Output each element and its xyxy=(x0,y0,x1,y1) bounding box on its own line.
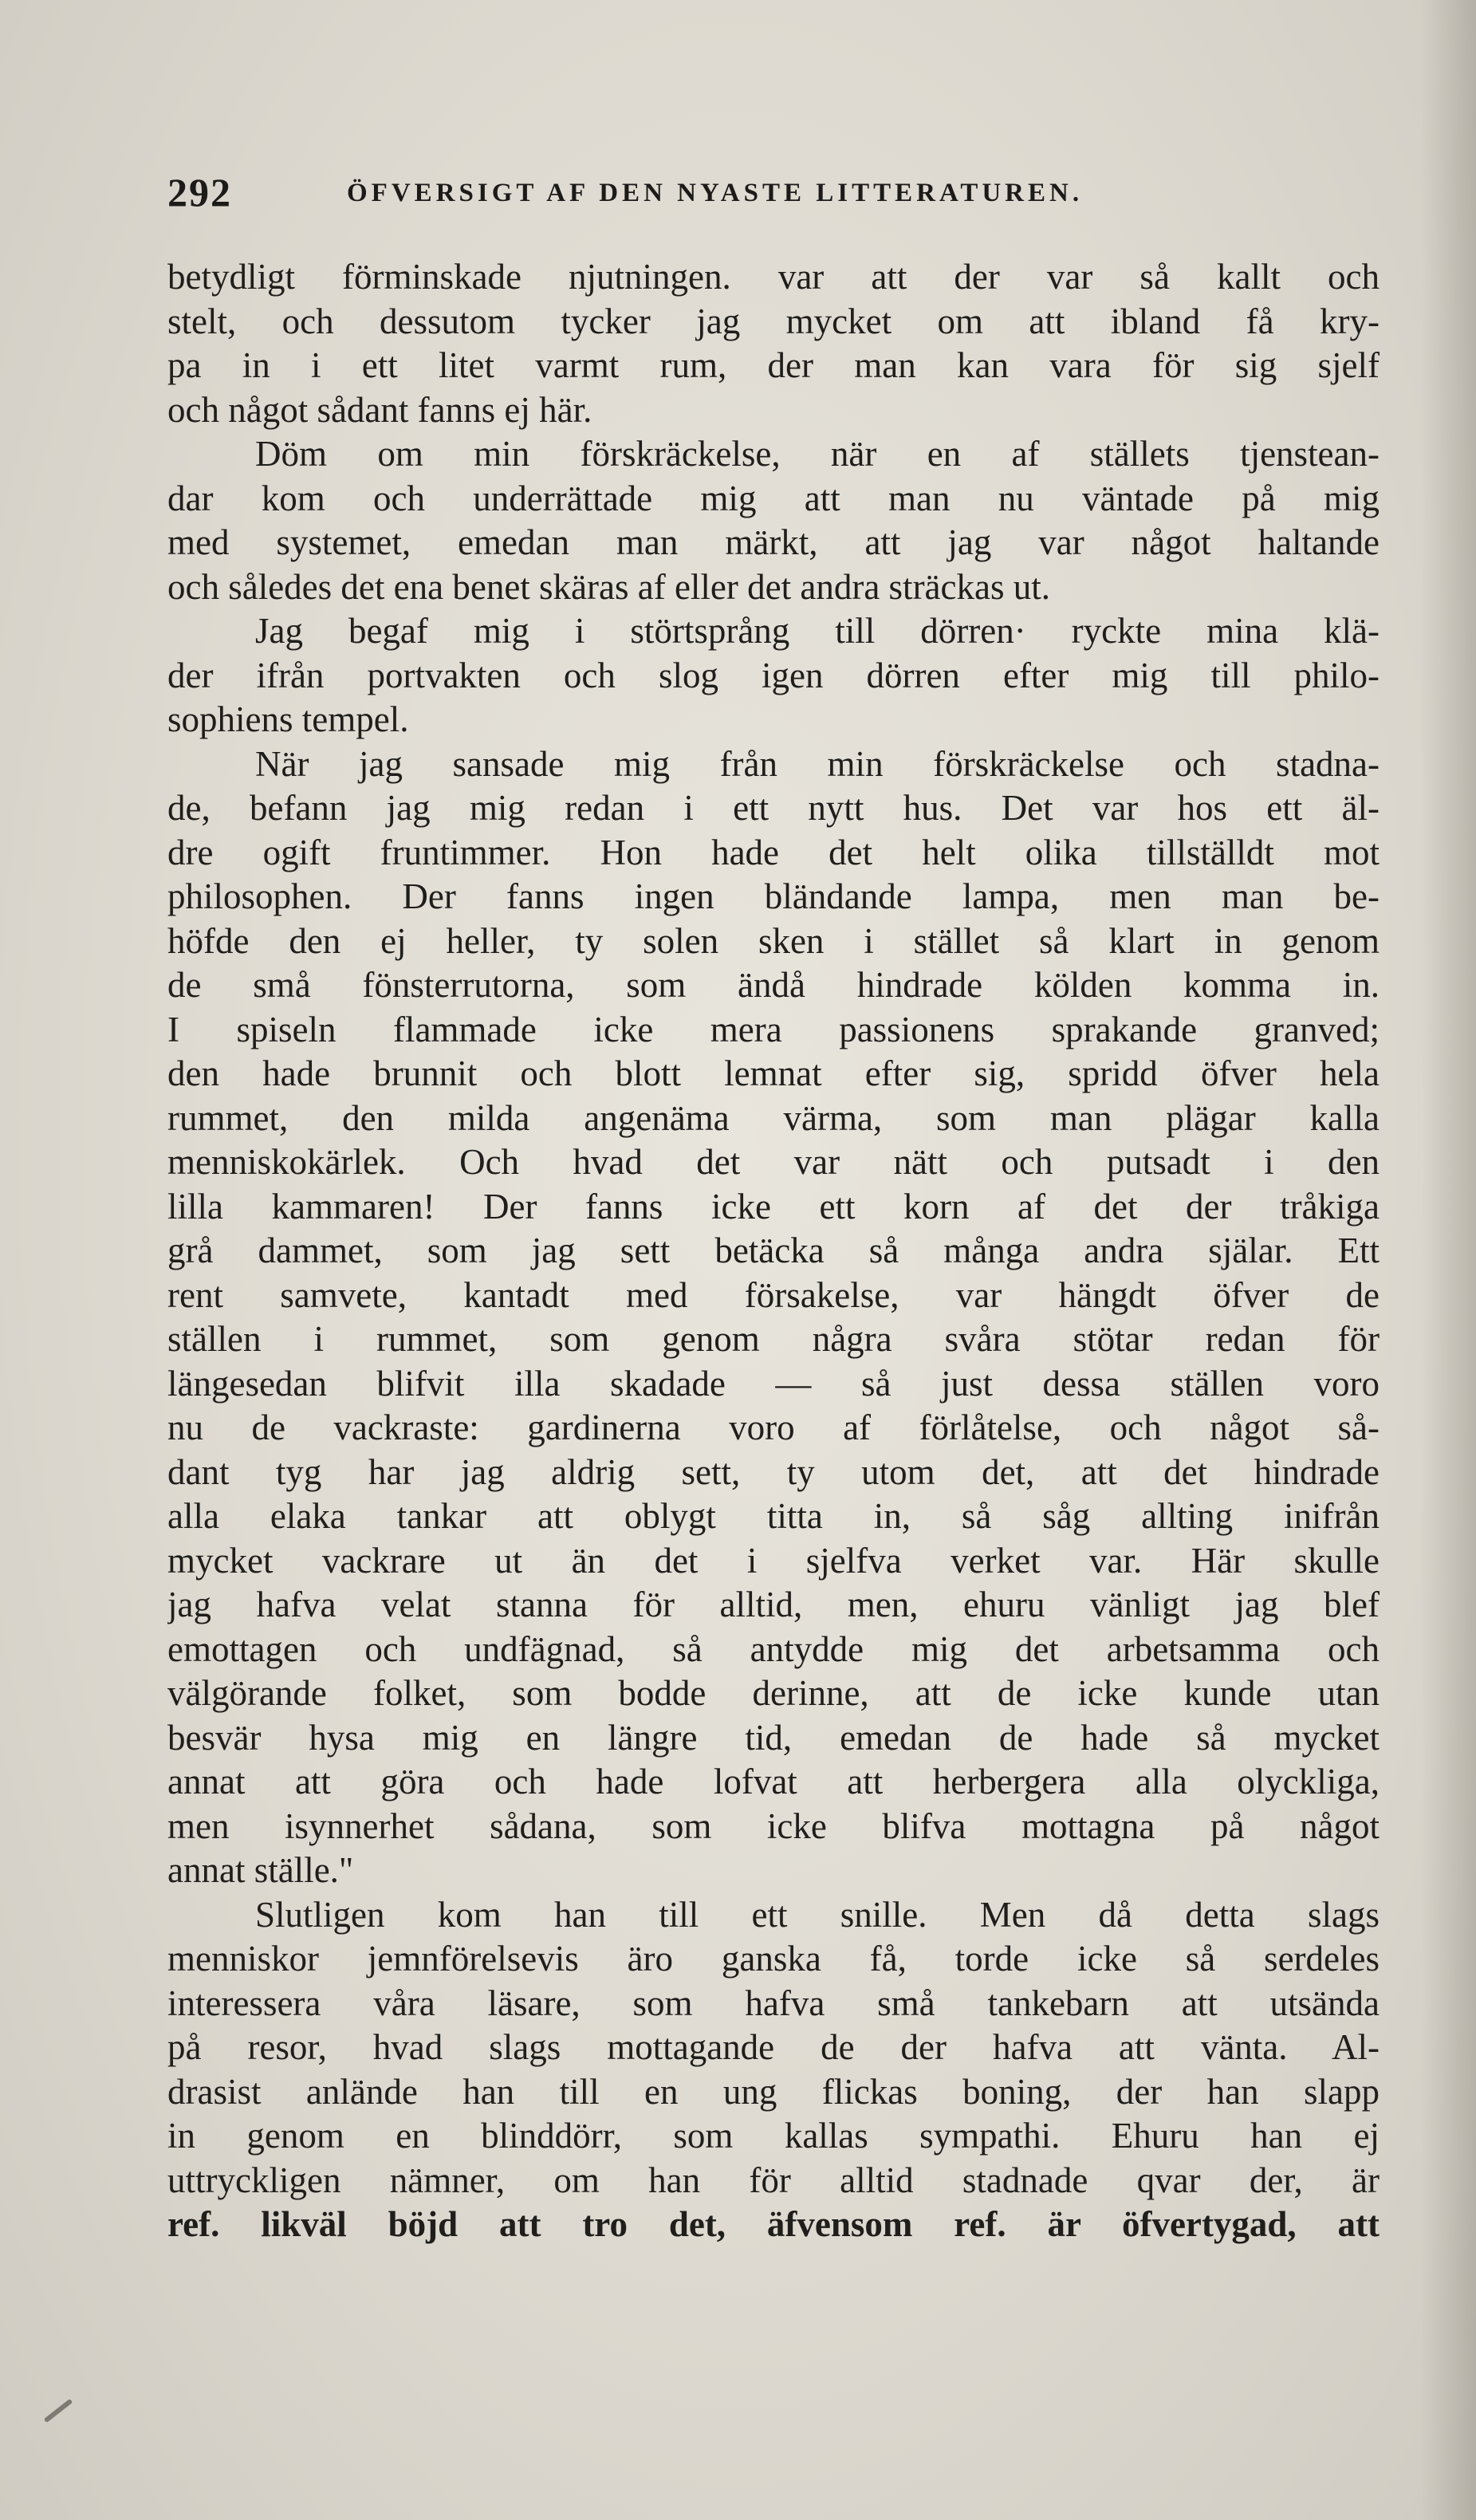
text-line: höfde den ej heller, ty solen sken i stället så klart in genom xyxy=(167,920,1380,961)
text-line: och således det ena benet skäras af eller det andra sträckas ut. xyxy=(167,566,1050,607)
text-line: Jag begaf mig i störtsprång till dörren· ryckte mina klä- xyxy=(255,611,1380,651)
page-edge-shadow xyxy=(1420,0,1476,2520)
text-line: in genom en blinddörr, som kallas sympathi. Ehuru han ej xyxy=(167,2116,1380,2156)
text-line: grå dammet, som jag sett betäcka så många andra själar. Ett xyxy=(167,1230,1380,1270)
text-line: der ifrån portvakten och slog igen dörren efter mig till philo- xyxy=(167,655,1380,695)
text-line: nu de vackraste: gardinerna voro af förlåtelse, och något så- xyxy=(167,1408,1380,1447)
text-line: mycket vackrare ut än det i sjelfva verket var. Här skulle xyxy=(167,1540,1380,1581)
text-line: betydligt förminskade njutningen. var att der var så kallt och xyxy=(167,257,1380,297)
text-line: lilla kammaren! Der fanns icke ett korn af det der tråkiga xyxy=(167,1186,1380,1227)
text-line: de, befann jag mig redan i ett nytt hus. Det var hos ett äl- xyxy=(167,788,1380,828)
text-line: med systemet, emedan man märkt, att jag var något haltande xyxy=(167,522,1380,562)
text-line: välgörande folket, som bodde derinne, att de icke kunde utan xyxy=(167,1673,1380,1713)
text-line: ref. likväl böjd att tro det, äfvensom ref. är öfvertygad, att xyxy=(167,2204,1380,2244)
text-line: stelt, och dessutom tycker jag mycket om att ibland få kry- xyxy=(167,301,1380,341)
text-line: menniskor jemnförelsevis äro ganska få, torde icke så serdeles xyxy=(167,1939,1380,1979)
text-line: interessera våra läsare, som hafva små tankebarn att utsända xyxy=(167,1983,1380,2023)
text-line: rummet, den milda angenäma värma, som man plägar kalla xyxy=(167,1097,1380,1138)
text-line: Döm om min förskräckelse, när en af ställets tjenstean- xyxy=(255,434,1380,474)
text-line: philosophen. Der fanns ingen bländande lampa, men man be- xyxy=(167,876,1380,916)
text-line: alla elaka tankar att oblygt titta in, så såg allting inifrån xyxy=(167,1496,1380,1536)
text-line: längesedan blifvit illa skadade — så just dessa ställen voro xyxy=(167,1363,1380,1404)
text-line: Slutligen kom han till ett snille. Men då detta slags xyxy=(255,1894,1380,1935)
text-line: rent samvete, kantadt med försakelse, var hängdt öfver de xyxy=(167,1274,1380,1315)
text-line: den hade brunnit och blott lemnat efter sig, spridd öfver hela xyxy=(167,1053,1380,1093)
text-line: jag hafva velat stanna för alltid, men, ehuru vänligt jag blef xyxy=(167,1585,1380,1624)
text-line: dre ogift fruntimmer. Hon hade det helt olika tillställdt mot xyxy=(167,832,1380,872)
text-line: pa in i ett litet varmt rum, der man kan vara för sig sjelf xyxy=(167,345,1380,385)
text-line: besvär hysa mig en längre tid, emedan de hade så mycket xyxy=(167,1717,1380,1758)
text-line: ställen i rummet, som genom några svåra stötar redan för xyxy=(167,1319,1380,1359)
text-line: de små fönsterrutorna, som ändå hindrade kölden komma in. xyxy=(167,965,1380,1005)
text-line: sophiens tempel. xyxy=(167,699,409,739)
text-line: drasist anlände han till en ung flickas boning, der han slapp xyxy=(167,2071,1380,2112)
page-header xyxy=(167,169,1372,225)
text-line: emottagen och undfägnad, så antydde mig det arbetsamma och xyxy=(167,1628,1380,1669)
text-line: dar kom och underrättade mig att man nu väntade på mig xyxy=(167,478,1380,518)
text-line: uttryckligen nämner, om han för alltid stadnade qvar der, är xyxy=(167,2160,1380,2200)
text-line: och något sådant fanns ej här. xyxy=(167,389,592,430)
page-number: 292 xyxy=(167,170,232,215)
text-line: annat ställe." xyxy=(167,1850,354,1890)
text-line: på resor, hvad slags mottagande de der hafva att vänta. Al- xyxy=(167,2027,1380,2067)
text-line: I spiseln flammade icke mera passionens sprakande granved; xyxy=(167,1009,1380,1049)
running-title: ÖFVERSIGT AF DEN NYASTE LITTERATUREN. xyxy=(347,179,1084,207)
pencil-mark xyxy=(44,2399,73,2424)
text-line: men isynnerhet sådana, som icke blifva mottagna på något xyxy=(167,1805,1380,1846)
text-line: annat att göra och hade lofvat att herbergera alla olyckliga, xyxy=(167,1762,1380,1801)
text-line: När jag sansade mig från min förskräckelse och stadna- xyxy=(255,743,1380,784)
text-line: menniskokärlek. Och hvad det var nätt och putsadt i den xyxy=(167,1142,1380,1182)
text-line: dant tyg har jag aldrig sett, ty utom det, att det hindrade xyxy=(167,1451,1380,1492)
body-text xyxy=(167,255,1380,2247)
